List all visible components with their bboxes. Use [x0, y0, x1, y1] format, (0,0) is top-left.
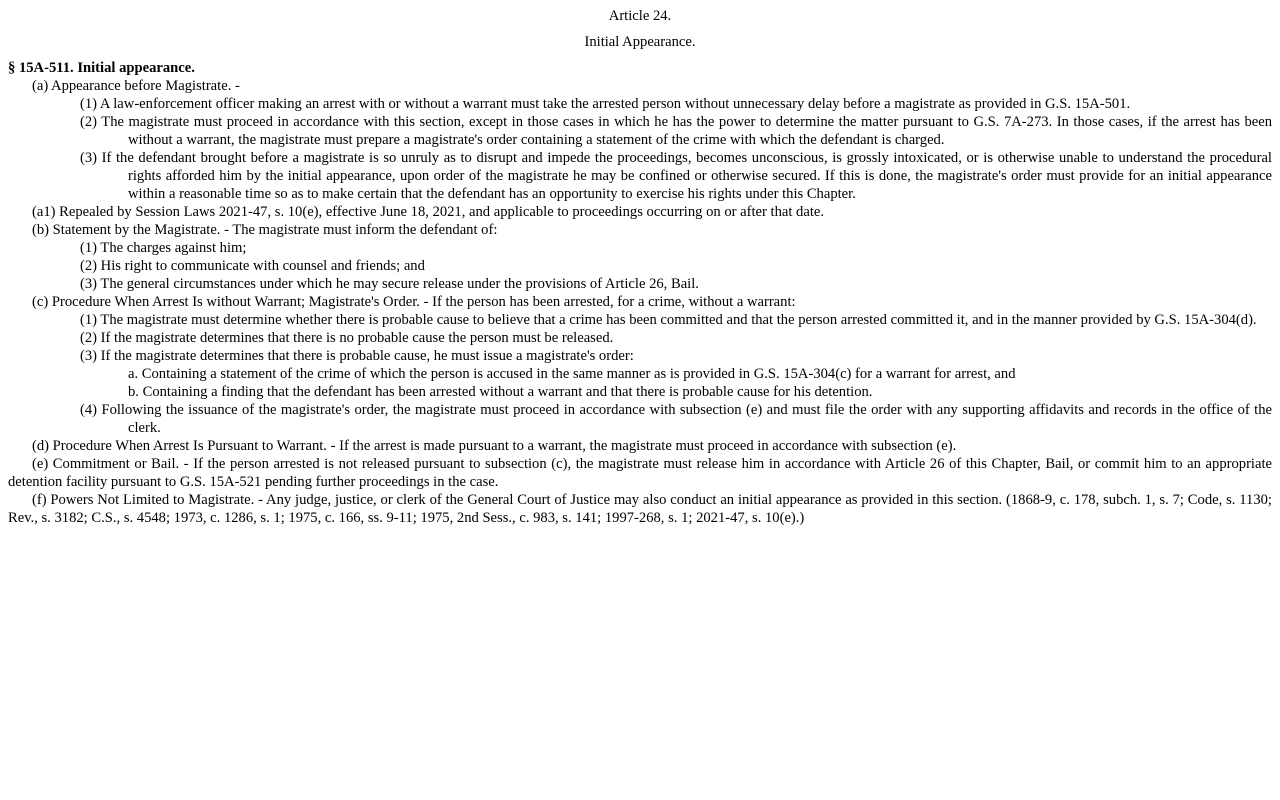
subsection-a: (a) Appearance before Magistrate. -	[32, 78, 240, 94]
subsection-c-item-3-a: a. Containing a statement of the crime of which the person is accused in the same manner as is provided in G.S. 15A-304(c) for a warrant for arrest, and	[128, 366, 1016, 382]
subsection-a-item-3: (3) If the defendant brought before a magistrate is so unruly as to disrupt and impede the proceedings, becomes unconscious, is grossly intoxicated, or is otherwise unable to understand the procedural rights afforded him by the initial appearance, upon order of the magistrate he may be confined or otherwise secured. If this is done, the magistrate's order must provide for an initial appearance within a reasonable time so as to make certain that the defendant has an opportunity to exercise his rights under this Chapter.	[80, 150, 1272, 202]
subsection-b: (b) Statement by the Magistrate. - The magistrate must inform the defendant of:	[32, 222, 498, 238]
subsection-c-item-3: (3) If the magistrate determines that there is probable cause, he must issue a magistrate's order:	[80, 348, 634, 364]
subsection-b-item-1: (1) The charges against him;	[80, 240, 247, 256]
subsection-c-item-4: (4) Following the issuance of the magistrate's order, the magistrate must proceed in accordance with subsection (e) and must file the order with any supporting affidavits and records in the office of the clerk.	[80, 402, 1272, 436]
subsection-c-item-1: (1) The magistrate must determine whether there is probable cause to believe that a crime has been committed and that the person arrested committed it, and in the manner provided by G.S. 15A-304(d).	[80, 312, 1257, 328]
subsection-a-item-2: (2) The magistrate must proceed in accordance with this section, except in those cases in which he has the power to determine the matter pursuant to G.S. 7A-273. In those cases, if the arrest has been without a warrant, the magistrate must prepare a magistrate's order containing a statement of the crime with which the defendant is charged.	[80, 114, 1272, 148]
article-title: Initial Appearance.	[584, 34, 696, 50]
subsection-f: (f) Powers Not Limited to Magistrate. - Any judge, justice, or clerk of the General Court of Justice may also conduct an initial appearance as provided in this section. (1868-9, c. 178, subch. 1, s. 7; Code, s. 1130; Rev., s. 3182; C.S., s. 4548; 1973, c. 1286, s. 1; 1975, c. 166, ss. 9-11; 1975, 2nd Sess., c. 983, s. 141; 1997-268, s. 1; 2021-47, s. 10(e).)	[8, 492, 1272, 526]
section-heading: § 15A-511. Initial appearance.	[8, 60, 195, 76]
subsection-b-item-3: (3) The general circumstances under which he may secure release under the provisions of Article 26, Bail.	[80, 276, 699, 292]
subsection-c-item-2: (2) If the magistrate determines that there is no probable cause the person must be released.	[80, 330, 614, 346]
subsection-c-item-3-b: b. Containing a finding that the defendant has been arrested without a warrant and that there is probable cause for his detention.	[128, 384, 873, 400]
subsection-a1: (a1) Repealed by Session Laws 2021-47, s. 10(e), effective June 18, 2021, and applicable to proceedings occurring on or after that date.	[32, 204, 824, 220]
subsection-d: (d) Procedure When Arrest Is Pursuant to Warrant. - If the arrest is made pursuant to a warrant, the magistrate must proceed in accordance with subsection (e).	[32, 438, 957, 454]
subsection-c: (c) Procedure When Arrest Is without Warrant; Magistrate's Order. - If the person has been arrested, for a crime, without a warrant:	[32, 294, 796, 310]
article-number: Article 24.	[608, 8, 672, 24]
subsection-e: (e) Commitment or Bail. - If the person arrested is not released pursuant to subsection (c), the magistrate must release him in accordance with Article 26 of this Chapter, Bail, or commit him to an appropriate detention facility pursuant to G.S. 15A-521 pending further proceedings in the case.	[8, 456, 1272, 490]
subsection-b-item-2: (2) His right to communicate with counsel and friends; and	[80, 258, 425, 274]
subsection-a-item-1: (1) A law-enforcement officer making an arrest with or without a warrant must take the arrested person without unnecessary delay before a magistrate as provided in G.S. 15A-501.	[80, 96, 1131, 112]
